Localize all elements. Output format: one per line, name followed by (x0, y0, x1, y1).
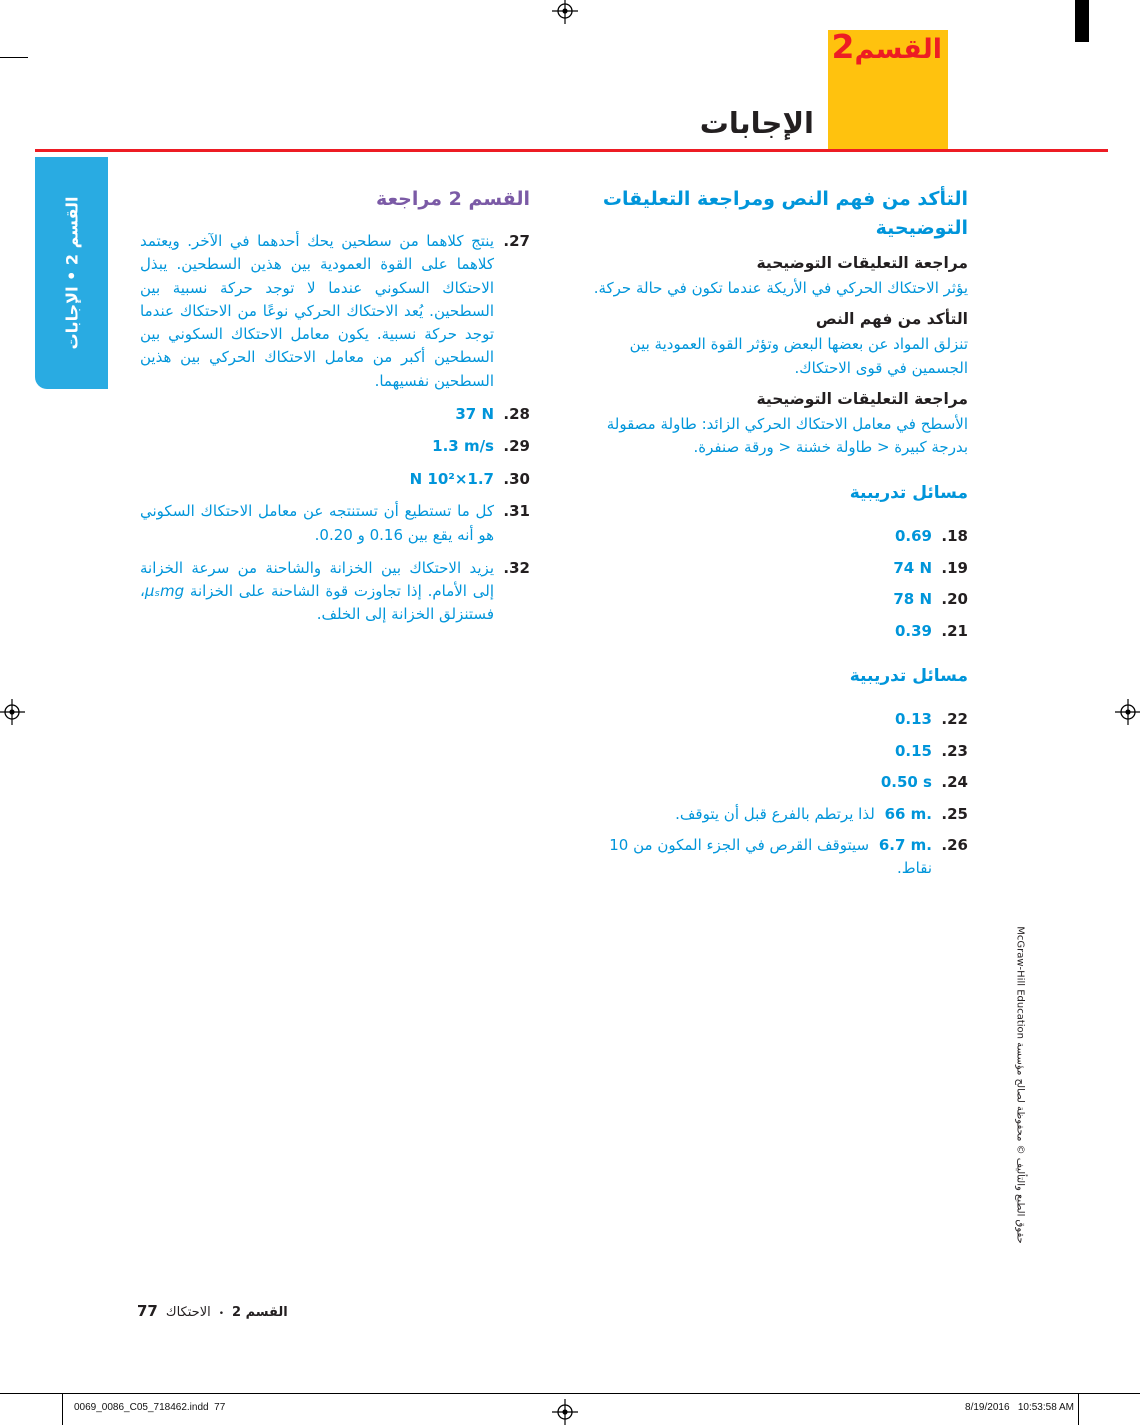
answer-row (140, 557, 530, 627)
practice-problems-heading: مسائل تدريبية (849, 483, 968, 504)
answer-number: 23. (941, 741, 968, 760)
header-rule (35, 149, 1108, 152)
copyright-sidebar (1012, 890, 1028, 1280)
answer-row (583, 557, 968, 580)
footer-separator-icon: • (218, 1309, 225, 1319)
answer-value: 0.13 (894, 710, 932, 729)
answer-row (140, 500, 530, 547)
footer-page-number: 77 (137, 1302, 158, 1320)
section-number: 2 (831, 27, 855, 66)
answer-section (583, 310, 968, 380)
answer-row (583, 834, 968, 879)
section-text: يؤثر الاحتكاك الحركي في الأريكة عندما تكون في حالة حركة. (593, 279, 968, 297)
registration-mark-bottom (552, 1399, 578, 1425)
answer-text (140, 557, 494, 627)
answer-number: 32. (503, 558, 530, 577)
section-text: الأسطح في معامل الاحتكاك الحركي الزائد: طاولة مصقولة بدرجة كبيرة < طاولة خشنة < ورقة صنفرة. (606, 414, 968, 456)
footer-section: القسم 2 (232, 1305, 288, 1320)
answer-number: 30. (503, 469, 530, 488)
copyright-text: حقوق الطبع والتأليف © محفوظة لصالح مؤسسة McGraw-Hill Education (1014, 926, 1026, 1244)
answers-column-review (140, 188, 530, 637)
answer-row (583, 803, 968, 826)
answer-text: ينتج كلاهما من سطحين يحك أحدهما في الآخر. ويعتمد كلاهما على القوة العمودية بين هذين السطحين. يبذل الاحتكاك السكوني عندما لا توجد حركة نسبية بين السطحين. يُعد الاحتكاك الحركي نوعًا من الاحتكاك عندما توجد حركة نسبية. يكون معامل الاحتكاك السكوني بين السطحين أكبر من معامل الاحتكاك الحركي بين هذين السطحين نفسيهما. (140, 232, 494, 390)
print-file-info: 0069_0086_C05_718462.indd 77 (74, 1402, 226, 1413)
answer-number: 19. (941, 558, 968, 577)
answer-text-before: يزيد الاحتكاك بين الخزانة والشاحنة من سرعة الخزانة إلى الأمام. إذا تجاوزت قوة الشاحنة على الخزانة (140, 558, 494, 600)
answer-row (140, 435, 530, 458)
print-strip-tick (1078, 1393, 1079, 1425)
answer-value: 1.3 m/s (432, 437, 494, 456)
formula: μₛmg (144, 582, 185, 600)
answer-content (583, 803, 932, 826)
answer-value: 6.7 m. (878, 836, 932, 855)
page-footer (137, 1302, 288, 1320)
answer-section (583, 254, 968, 300)
section-badge (828, 27, 948, 150)
registration-mark-top (552, 0, 578, 24)
answer-value: 0.69 (894, 527, 932, 546)
answer-value: 0.50 s (880, 773, 932, 792)
answer-note: سيتوقف القرص في الجزء المكون من 10 نقاط. (609, 836, 932, 877)
masthead (560, 27, 948, 150)
side-tab-label: القسم 2 • الإجابات (62, 196, 81, 350)
page-title: الإجابات (699, 106, 814, 140)
answer-row (583, 588, 968, 611)
answer-row (583, 740, 968, 763)
answer-number: 24. (941, 773, 968, 792)
answer-number: 27. (503, 232, 530, 250)
section-label: مراجعة التعليقات التوضيحية (756, 254, 968, 272)
section-label: التأكد من فهم النص (815, 310, 968, 329)
answer-number: 28. (503, 404, 530, 423)
answer-row (583, 771, 968, 794)
crop-mark (0, 57, 28, 58)
answer-number: 22. (941, 710, 968, 729)
answer-number: 21. (941, 621, 968, 640)
answer-number: 18. (941, 527, 968, 546)
answer-number: 25. (941, 804, 968, 823)
answer-number: 20. (941, 590, 968, 609)
registration-mark-right (1115, 699, 1140, 725)
print-timestamp: 8/19/2016 10:53:58 AM (965, 1402, 1074, 1413)
answer-row (140, 468, 530, 491)
section-word: القسم (854, 34, 942, 65)
column-heading: التأكد من فهم النص ومراجعة التعليقات التوضيحية (602, 188, 968, 239)
section-text: تنزلق المواد عن بعضها البعض وتؤثر القوة العمودية بين الجسمين في قوى الاحتكاك. (629, 335, 968, 377)
side-tab (35, 157, 108, 389)
answer-number: 31. (503, 502, 530, 521)
answer-number: 26. (941, 836, 968, 855)
answer-text: كل ما تستطيع أن تستنتجه عن معامل الاحتكاك السكوني هو أنه يقع بين 0.16 و 0.20. (140, 502, 494, 544)
answer-section (583, 390, 968, 460)
answer-value: 0.15 (894, 741, 932, 760)
answers-column-main (583, 185, 968, 888)
answer-number: 29. (503, 437, 530, 456)
practice-problems-heading: مسائل تدريبية (849, 666, 968, 687)
review-heading: القسم 2 مراجعة (375, 188, 530, 210)
print-strip-rule (0, 1393, 1140, 1394)
answer-text-after: ، فستنزلق الخزانة إلى الخلف. (140, 582, 494, 624)
answer-value: 0.39 (894, 621, 932, 640)
answer-note: لذا يرتطم بالفرع قبل أن يتوقف. (675, 804, 875, 823)
answer-value: 1.7×10² N (409, 469, 494, 488)
answer-row (583, 620, 968, 643)
answer-row (583, 525, 968, 548)
answer-row (583, 708, 968, 731)
answer-value: 78 N (893, 590, 932, 609)
answer-row (140, 403, 530, 426)
registration-mark-left (0, 699, 25, 725)
print-strip-tick (62, 1393, 63, 1425)
answer-value: 74 N (893, 558, 932, 577)
answer-content (583, 834, 932, 879)
section-label: مراجعة التعليقات التوضيحية (756, 389, 968, 408)
answer-value: 37 N (455, 404, 494, 423)
print-calibration-bar (1075, 0, 1089, 42)
footer-chapter-name: الاحتكاك (165, 1305, 211, 1320)
answer-row (140, 230, 530, 393)
answer-value: 66 m. (884, 804, 932, 823)
